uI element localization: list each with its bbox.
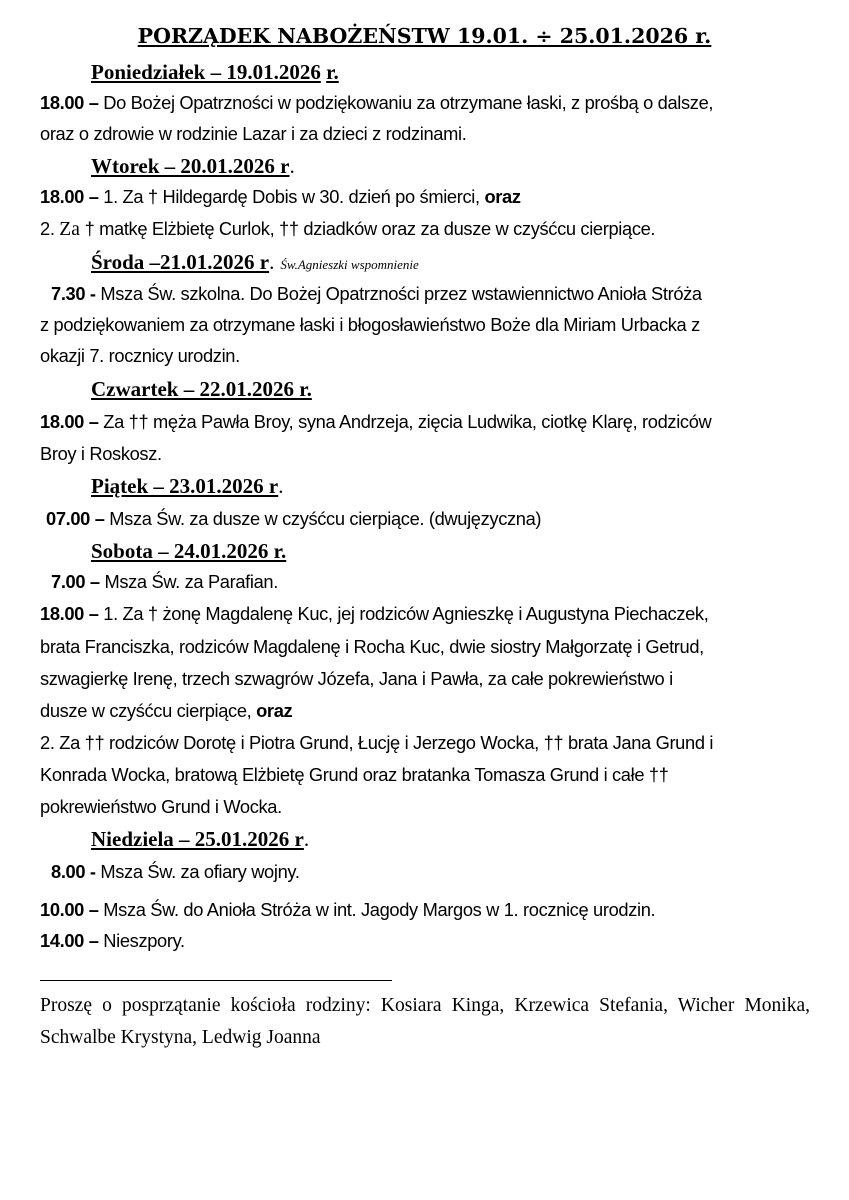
day-heading-monday (91, 60, 339, 85)
mass-time: 18.00 – (40, 186, 99, 207)
mass-time: 7.00 – (51, 571, 100, 592)
day-label-suffix: . (303, 827, 310, 851)
mass-entry-line (51, 861, 831, 883)
mass-entry-line (40, 899, 820, 921)
mass-intention: Msza Św. za dusze w czyśćcu cierpiące. (dwujęzyczna) (104, 508, 542, 529)
mass-time: 18.00 – (40, 92, 99, 113)
day-label-suffix: . (289, 154, 295, 178)
mass-time: 7.30 - (51, 283, 96, 304)
mass-entry-line (40, 186, 820, 208)
day-heading-wednesday (91, 250, 419, 275)
day-heading-saturday (91, 539, 286, 564)
mass-entry-line (40, 668, 820, 690)
mass-intention: Do Bożej Opatrzności w podziękowaniu za otrzymane łaski, z prośbą o dalsze, (98, 92, 714, 113)
mass-intention: Nieszpory. (98, 930, 185, 951)
day-heading-sunday (91, 827, 309, 852)
day-label: Czwartek – 22.01.2026 r. (91, 377, 312, 401)
mass-entry-line (40, 345, 820, 367)
mass-intention: Msza Św. do Anioła Stróża w int. Jagody Margos w 1. rocznicę urodzin. (98, 899, 656, 920)
mass-entry-line (40, 92, 820, 114)
mass-entry-line (40, 411, 820, 433)
mass-time: 07.00 – (46, 508, 105, 529)
day-label: Środa –21.01.2026 r (91, 250, 270, 274)
page-title: PORZĄDEK NABOŻEŃSTW 19.01. ÷ 25.01.2026 r. (137, 24, 712, 48)
mass-intention: Msza Św. za Parafian. (99, 571, 278, 592)
day-label: Sobota – 24.01.2026 r. (91, 539, 287, 563)
mass-intention: szwagierkę Irenę, trzech szwagrów Józefa, Jana i Pawła, za całe pokrewieństwo i (40, 668, 673, 689)
mass-intention: Msza Św. szkolna. Do Bożej Opatrzności przez wstawiennictwo Anioła Stróża (95, 283, 702, 304)
divider (40, 980, 392, 981)
mass-intention: brata Franciszka, rodziców Magdalenę i Rocha Kuc, dwie siostry Małgorzatę i Getrud, (40, 636, 704, 657)
mass-time: 18.00 – (40, 411, 99, 432)
mass-entry-line (40, 314, 820, 336)
mass-entry-line (46, 508, 826, 530)
mass-entry-line (40, 218, 820, 241)
day-label-suffix: r. (326, 60, 339, 84)
mass-intention: Broy i Roskosz. (40, 443, 162, 464)
day-label: Piątek – 23.01.2026 r (91, 474, 279, 498)
day-label: Poniedziałek – 19.01.2026 (91, 60, 321, 84)
mass-intention: Za †† męża Pawła Broy, syna Andrzeja, zięcia Ludwika, ciotkę Klarę, rodziców (98, 411, 712, 432)
day-label: Wtorek – 20.01.2026 r (91, 154, 290, 178)
mass-entry-line (40, 930, 820, 952)
cleaning-notice: Proszę o posprzątanie kościoła rodziny: Kosiara Kinga, Krzewica Stefania, Wicher Monika, Schwalbe Krystyna, Ledwig Joanna (40, 995, 810, 1048)
mass-time: 8.00 - (51, 861, 96, 882)
intention-number: 2. (40, 218, 60, 239)
mass-entry-line (40, 732, 820, 754)
intention-prefix: Za (59, 219, 80, 240)
mass-intention: z podziękowaniem za otrzymane łaski i błogosławieństwo Boże dla Miriam Urbacka z (40, 314, 700, 335)
mass-entry-line (40, 636, 820, 658)
day-heading-friday (91, 474, 283, 499)
day-heading-thursday (91, 377, 312, 402)
mass-intention: 2. Za †† rodziców Dorotę i Piotra Grund, Łucję i Jerzego Wocka, †† brata Jana Grund i (40, 732, 714, 753)
mass-entry-line (40, 700, 820, 722)
mass-intention: dusze w czyśćcu cierpiące, (40, 700, 257, 721)
day-label: Niedziela – 25.01.2026 r (91, 827, 304, 851)
day-heading-tuesday (91, 154, 295, 179)
mass-intention: okazji 7. rocznicy urodzin. (40, 345, 240, 366)
mass-intention: 1. Za † Hildegardę Dobis w 30. dzień po śmierci, (98, 186, 485, 207)
mass-entry-line (51, 571, 831, 593)
mass-time: 10.00 – (40, 899, 99, 920)
mass-intention: pokrewieństwo Grund i Wocka. (40, 796, 282, 817)
conjunction: oraz (484, 186, 521, 207)
mass-entry-line (40, 603, 820, 625)
mass-intention: † matkę Elżbietę Curlok, †† dziadków oraz za dusze w czyśćcu cierpiące. (79, 218, 656, 239)
mass-intention: oraz o zdrowie w rodzinie Lazar i za dzieci z rodzinami. (40, 123, 467, 144)
mass-entry-line (40, 764, 820, 786)
mass-intention: 1. Za † żonę Magdalenę Kuc, jej rodziców Agnieszkę i Augustyna Piechaczek, (98, 603, 709, 624)
day-label-suffix: . (269, 250, 275, 274)
conjunction: oraz (256, 700, 293, 721)
day-label-suffix: . (278, 474, 284, 498)
mass-time: 14.00 – (40, 930, 99, 951)
mass-entry-line (51, 283, 831, 305)
mass-entry-line (40, 443, 820, 465)
mass-entry-line (40, 796, 820, 818)
mass-intention: Konrada Wocka, bratową Elżbietę Grund oraz bratanka Tomasza Grund i całe †† (40, 764, 669, 785)
mass-entry-line (40, 123, 820, 145)
feast-note: Św.Agnieszki wspomnienie (280, 257, 419, 272)
mass-time: 18.00 – (40, 603, 99, 624)
mass-intention: Msza Św. za ofiary wojny. (95, 861, 300, 882)
